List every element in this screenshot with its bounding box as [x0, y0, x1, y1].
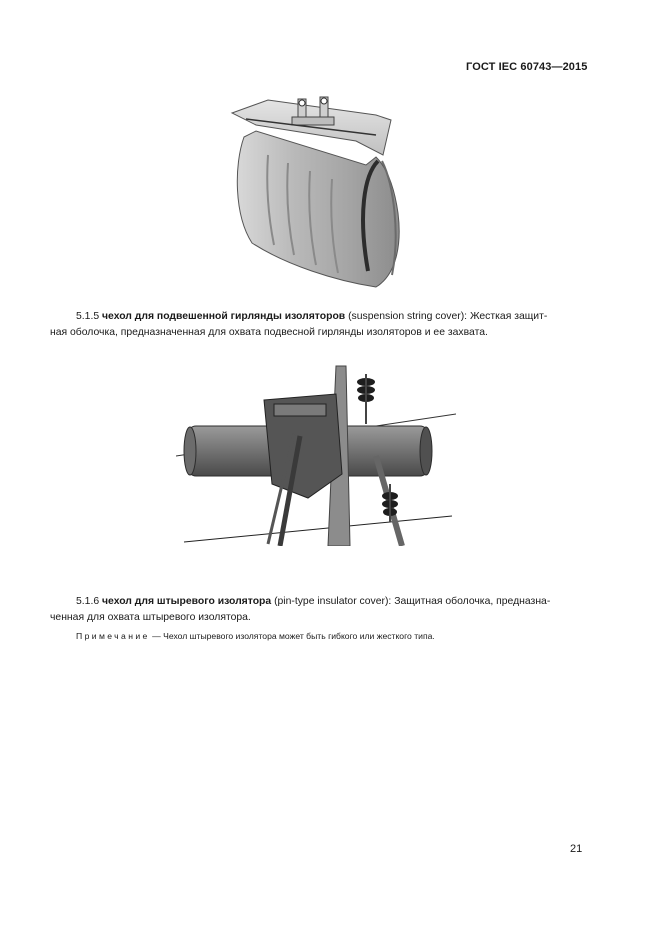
section-definition-cont: ная оболочка, предназначенная для охвата подвесной гирлянды изоляторов и ее захвата.	[50, 327, 488, 338]
section-term: чехол для штыревого изолятора	[102, 596, 272, 607]
section-5-1-6	[50, 594, 584, 626]
note	[76, 630, 584, 642]
note-label: Примечание	[76, 631, 150, 641]
section-definition-cont: ченная для охвата штыревого изолятора.	[50, 612, 251, 623]
section-definition: Защитная оболочка, предназна-	[394, 596, 551, 607]
pin-type-insulator-cover-image	[176, 364, 456, 546]
section-english-term: (pin-type insulator cover):	[274, 596, 392, 607]
suspension-string-cover-image	[226, 95, 408, 291]
section-number: 5.1.5	[76, 311, 100, 322]
document-header: ГОСТ IEC 60743—2015	[466, 61, 588, 73]
section-term: чехол для подвешенной гирлянды изоляторов	[102, 311, 346, 322]
pin-type-insulator-cover-photo	[176, 364, 456, 546]
page-number: 21	[570, 843, 583, 855]
section-definition: Жесткая защит-	[469, 311, 548, 322]
section-number: 5.1.6	[76, 596, 100, 607]
suspension-string-cover-photo	[226, 95, 408, 291]
section-english-term: (suspension string cover):	[348, 311, 468, 322]
section-5-1-5	[50, 309, 584, 341]
note-text: — Чехол штыревого изолятора может быть гибкого или жесткого типа.	[152, 631, 435, 641]
